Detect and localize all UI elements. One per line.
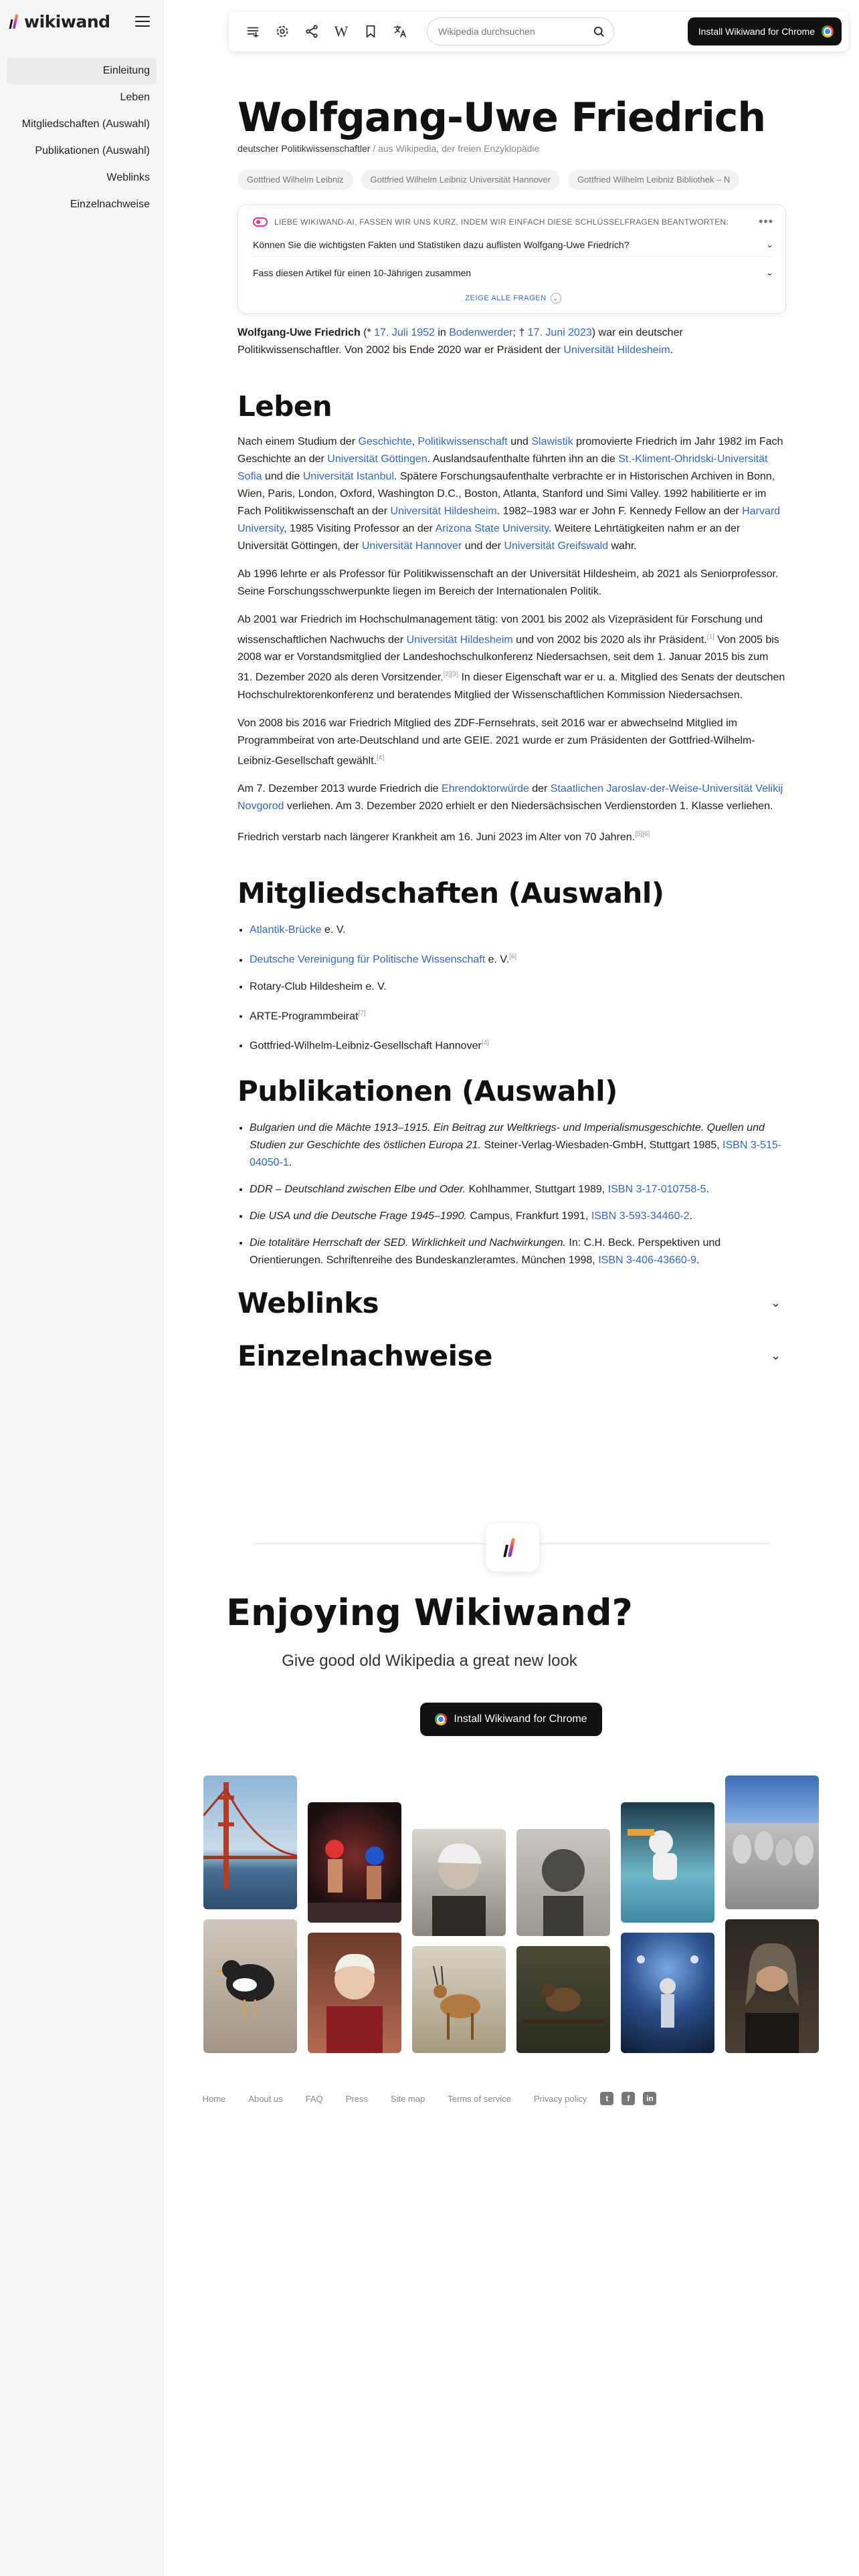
wikiwand-promo-icon: [486, 1523, 539, 1572]
lead-paragraph: [237, 324, 786, 359]
text: Von 2005 bis 2008 war er Vorstandsmitglied der Landeshochschulkonferenz Niedersachsen, seit dem 1. Januar 2015 bis zum 31. Dezember 2020 als deren Vorsitzender.: [237, 634, 779, 683]
link[interactable]: Universität Göttingen: [327, 453, 427, 465]
subtitle-source: / aus Wikipedia, der freien Enzyklopädie: [370, 143, 540, 154]
membership-list: [237, 922, 786, 1055]
related-chip[interactable]: Gottfried Wilhelm Leibniz: [237, 170, 353, 190]
link[interactable]: Bodenwerder: [449, 327, 513, 338]
text: . Auslandsaufenthalte führten ihn an die: [427, 453, 619, 465]
related-chip[interactable]: Gottfried Wilhelm Leibniz Universität Hannover: [361, 170, 561, 190]
wikipedia-icon[interactable]: [326, 17, 356, 46]
text: . Spätere Forschungsaufenthalte verbrachte er in Historischen Archiven in Bonn, Wien, Paris, London, Oxford, Washington D.C., Boston, Atlanta, Stanford und Simi Valley. 1992 habilitierte er im Fach Politikwissenschaft an der: [237, 471, 775, 517]
ai-toggle-icon: [253, 217, 268, 227]
text: verliehen. Am 3. Dezember 2020 erhielt er den Niedersächsischen Verdienstorden 1. Klasse verliehen.: [284, 800, 773, 812]
text: , 1985 Visiting Professor an der: [284, 523, 436, 534]
paragraph: Ab 1996 lehrte er als Professor für Politikwissenschaft an der Universität Hildesheim, ab 2021 als Seniorprofessor. Seine Forschungsschwerpunkte liegen im Bereich der Internationalen Politik.: [237, 568, 779, 597]
promo-install-button[interactable]: [420, 1703, 602, 1736]
link[interactable]: Deutsche Vereinigung für Politische Wissenschaft: [250, 954, 486, 966]
footer-link-privacy[interactable]: Privacy policy: [533, 2093, 587, 2104]
bronze-bust-image: [516, 1829, 610, 1936]
text: Ab 2001 war Friedrich im Hochschulmanagement tätig: von 2001 bis 2002 als Vizepräsident für Forschung und wissenschaftlichen Nachwuchs der: [237, 614, 763, 646]
link[interactable]: Universität Hannover: [361, 540, 462, 552]
text: e. V.: [321, 924, 346, 936]
pub-title: Die USA und die Deutsche Frage 1945–1990.: [250, 1210, 467, 1222]
promo-subtitle: Give good old Wikipedia a great new look: [282, 1652, 577, 1670]
footer-link-faq[interactable]: FAQ: [305, 2093, 323, 2104]
text: und die: [262, 471, 303, 482]
text: in: [434, 327, 450, 338]
twitter-icon[interactable]: t: [600, 2092, 613, 2105]
list-item: [250, 1181, 786, 1198]
golden-gate-bridge-image: [203, 1776, 297, 1909]
chevron-down-icon: ⌄: [770, 1296, 781, 1310]
einstein-portrait-image: [412, 1829, 506, 1936]
wikiwand-logo-icon[interactable]: [9, 13, 19, 30]
footnote-ref[interactable]: [4]: [377, 754, 385, 762]
page-subtitle: [237, 143, 786, 154]
list-item: [250, 948, 786, 968]
text: .: [288, 1157, 292, 1169]
list-item: [250, 1235, 786, 1269]
text: .: [706, 1184, 709, 1196]
text: (*: [360, 327, 375, 338]
wikiwand-logo-icon: [504, 1536, 516, 1559]
ai-header: [253, 215, 773, 229]
toc-item-leben[interactable]: Leben: [120, 92, 150, 103]
more-options-icon[interactable]: •••: [759, 215, 773, 228]
text-settings-icon[interactable]: [238, 17, 268, 46]
section-heading-leben: Leben: [237, 390, 332, 423]
isbn-link[interactable]: ISBN 3-515-04050-1: [250, 1140, 782, 1169]
link[interactable]: 17. Juni 2023: [527, 327, 592, 338]
list-item: • Rotary-Club Hildesheim e. V.: [250, 978, 786, 996]
ai-question-text: Können Sie die wichtigsten Fakten und Statistiken dazu auflisten Wolfgang-Uwe Friedrich?: [253, 239, 630, 250]
chevron-down-icon: ⌄: [770, 1349, 781, 1363]
list-item: [250, 1119, 786, 1172]
search-field[interactable]: [427, 17, 614, 45]
gear-icon[interactable]: [268, 17, 297, 46]
concert-image: [621, 1933, 714, 2053]
hamburger-menu-icon[interactable]: [135, 16, 150, 27]
footnote-ref[interactable]: [6]: [509, 953, 517, 961]
text: . 1982–1983 war er John F. Kennedy Fellow an der: [496, 506, 743, 517]
pub-title: Bulgarien und die Mächte 1913–1915. Ein Beitrag zur Weltkriegs- und Imperialismusgeschichte. Quellen und Studien zur Geschichte des östlichen Europa 21.: [250, 1122, 765, 1152]
facebook-icon[interactable]: f: [622, 2092, 635, 2105]
sidebar: [0, 0, 164, 2576]
related-chips: [237, 170, 794, 190]
toc-item-weblinks[interactable]: Weblinks: [106, 172, 150, 183]
table-of-contents: [0, 58, 163, 218]
paragraph: [237, 826, 786, 846]
list-item: [250, 1035, 786, 1055]
mozart-portrait-image: [308, 1933, 401, 2053]
translate-icon[interactable]: [385, 17, 415, 46]
text: und der: [462, 540, 504, 552]
text: ) war ein deutscher Politikwissenschaftler. Von 2002 bis Ende 2020 war er Präsident der: [237, 327, 683, 356]
brand-name[interactable]: wikiwand: [24, 11, 110, 31]
text: e. V.: [485, 954, 510, 966]
list-item: [250, 1005, 786, 1025]
link[interactable]: Universität Hildesheim: [390, 506, 497, 517]
link[interactable]: Slawistik: [531, 436, 573, 447]
link[interactable]: Universität Hildesheim: [563, 344, 670, 356]
bookmark-icon[interactable]: [356, 17, 385, 46]
section-einzelnachweise[interactable]: [237, 1339, 786, 1372]
text: Kohlhammer, Stuttgart 1989,: [466, 1184, 608, 1196]
link[interactable]: Universität Hildesheim: [406, 634, 513, 646]
toc-item-einleitung[interactable]: Einleitung: [7, 58, 157, 84]
pub-title: Die totalitäre Herrschaft der SED. Wirklichkeit und Nachwirkungen.: [250, 1237, 566, 1249]
install-chrome-button[interactable]: [688, 17, 842, 45]
text: Steiner-Verlag-Wiesbaden-GmbH, Stuttgart 1985,: [480, 1140, 723, 1152]
text: In dieser Eigenschaft war er u. a. Mitglied des Senats der deutschen Hochschulrektorenkonferenz und beratendes Mitglied der Wissenschaftlichen Kommission Niedersachsen.: [237, 671, 785, 701]
footer-link-terms[interactable]: Terms of service: [448, 2093, 511, 2104]
ai-questions-box: [237, 205, 786, 314]
footer-link-sitemap[interactable]: Site map: [390, 2093, 425, 2104]
social-links: [600, 2092, 656, 2105]
link[interactable]: St.-Kliment-Ohridski-Universität Sofia: [237, 453, 768, 482]
link[interactable]: Geschichte: [358, 436, 412, 447]
paragraph: [237, 715, 786, 770]
mount-rushmore-image: [725, 1776, 819, 1909]
paragraph: [237, 433, 786, 555]
link[interactable]: Universität Greifswald: [504, 540, 609, 552]
text: .: [689, 1210, 693, 1222]
link[interactable]: Politikwissenschaft: [417, 436, 508, 447]
link[interactable]: Harvard University: [237, 506, 781, 534]
text: wahr.: [608, 540, 637, 552]
related-chip[interactable]: Gottfried Wilhelm Leibniz Bibliothek – N: [568, 170, 739, 190]
link[interactable]: 17. Juli 1952: [374, 327, 435, 338]
text: ARTE-Programmbeirat: [250, 1010, 359, 1022]
footnote-ref[interactable]: [7]: [358, 1009, 366, 1017]
wikipedia-label: W: [334, 23, 349, 39]
chevron-down-icon: ⌄: [766, 267, 773, 278]
text: promovierte Friedrich im Jahr 1982 im Fach Geschichte an der: [237, 436, 783, 465]
chrome-logo-icon: [435, 1713, 447, 1725]
footnote-ref[interactable]: [2][3]: [443, 671, 458, 679]
text: ; †: [512, 327, 528, 338]
share-icon[interactable]: [297, 17, 326, 46]
bird-on-branch-image: [516, 1946, 610, 2053]
footer-link-about[interactable]: About us: [248, 2093, 283, 2104]
chrome-logo-icon: [822, 25, 834, 37]
text: und: [507, 436, 532, 447]
toc-item-einzelnachweise[interactable]: Einzelnachweise: [70, 199, 150, 210]
toc-item-mitgliedschaften[interactable]: Mitgliedschaften (Auswahl): [21, 118, 150, 130]
gazelle-image: [412, 1946, 506, 2053]
newton-portrait-image: [725, 1919, 819, 2053]
article: [237, 94, 786, 1372]
text: . Weitere Lehrtätigkeiten nahm er an der Universität Göttingen, der: [237, 523, 741, 552]
text: .: [696, 1255, 700, 1267]
install-button-label: Install Wikiwand for Chrome: [698, 26, 815, 37]
link[interactable]: Staatlichen Jaroslav-der-Weise-Universität Velikij Novgorod: [237, 782, 783, 812]
text: Campus, Frankfurt 1991,: [466, 1210, 591, 1222]
chevron-down-icon: ⌄: [766, 239, 773, 249]
ai-question-text: Fass diesen Artikel für einen 10-Jährigen zusammen: [253, 267, 472, 278]
promo-button-label: Install Wikiwand for Chrome: [454, 1713, 587, 1725]
isbn-link[interactable]: ISBN 3-406-43660-9: [598, 1255, 696, 1267]
link[interactable]: Arizona State University: [435, 523, 549, 534]
isbn-link[interactable]: ISBN 3-17-010758-5: [607, 1184, 706, 1196]
text: .: [670, 344, 674, 356]
footer: [0, 2092, 859, 2105]
text: ,: [411, 436, 418, 447]
ai-question[interactable]: [253, 233, 773, 257]
promo-title: Enjoying Wikiwand?: [226, 1592, 633, 1634]
lead-name: Wolfgang-Uwe Friedrich: [237, 327, 361, 338]
text: Von 2008 bis 2016 war Friedrich Mitglied des ZDF-Fernsehrats, seit 2016 war er abwechselnd Mitglied im Programmbeirat von arte-Deutschland und arte GEIE. 2021 wurde er zum Präsidenten der Gottfried-Wilhelm-Leibniz-Gesellschaft gewählt.: [237, 717, 755, 766]
footer-link-press[interactable]: Press: [345, 2093, 368, 2104]
paragraph: [237, 780, 786, 815]
ai-header-text: LIEBE WIKIWAND-AI, FASSEN WIR UNS KURZ, INDEM WIR EINFACH DIESE SCHLÜSSELFRAGEN BEANTWORTEN:: [274, 217, 729, 227]
text: Friedrich verstarb nach längerer Krankheit am 16. Juni 2023 im Alter von 70 Jahren.: [237, 831, 636, 843]
link[interactable]: Atlantik-Brücke: [250, 924, 322, 936]
logo-row: [0, 0, 163, 43]
section-heading-publikationen: Publikationen (Auswahl): [237, 1075, 617, 1108]
list-item: [250, 1208, 786, 1225]
boxing-match-image: [308, 1802, 401, 1923]
search-icon[interactable]: [592, 25, 605, 38]
footnote-ref[interactable]: [1]: [706, 633, 714, 641]
text: Am 7. Dezember 2013 wurde Friedrich die: [237, 782, 442, 794]
isbn-link[interactable]: ISBN 3-593-34460-2: [591, 1210, 690, 1222]
publication-list: [237, 1119, 786, 1269]
page-title: Wolfgang-Uwe Friedrich: [237, 94, 766, 141]
section-heading-einzelnachweise: Einzelnachweise: [237, 1339, 493, 1373]
pub-title: DDR – Deutschland zwischen Elbe und Oder.: [250, 1184, 466, 1196]
text: und von 2002 bis 2020 als ihr Präsident.: [512, 634, 707, 646]
subtitle-description: deutscher Politikwissenschaftler: [237, 143, 371, 154]
footnote-ref[interactable]: [5][6]: [635, 830, 650, 838]
link[interactable]: Ehrendoktorwürde: [442, 782, 529, 794]
ai-question[interactable]: [253, 261, 773, 285]
link[interactable]: Universität Istanbul: [302, 471, 394, 482]
text: der: [529, 782, 551, 794]
paragraph: [237, 611, 786, 704]
section-weblinks[interactable]: [237, 1287, 786, 1319]
text: Nach einem Studium der: [237, 436, 359, 447]
section-heading-mitgliedschaften: Mitgliedschaften (Auswahl): [237, 877, 664, 910]
search-input[interactable]: [438, 26, 592, 37]
text: In: C.H. Beck. Perspektiven und Orientierungen. Schriftenreihe des Bundeskanzleramtes. München 1998,: [250, 1237, 721, 1267]
show-all-questions-button[interactable]: [253, 293, 773, 304]
chevron-down-icon: ⌄: [551, 293, 561, 304]
footnote-ref[interactable]: [4]: [481, 1039, 489, 1047]
section-heading-weblinks: Weblinks: [237, 1287, 379, 1320]
top-toolbar: [229, 11, 848, 51]
text: Gottfried-Wilhelm-Leibniz-Gesellschaft Hannover: [250, 1040, 482, 1052]
toc-item-publikationen[interactable]: Publikationen (Auswahl): [35, 145, 150, 156]
astronaut-image: [621, 1802, 714, 1923]
blackbird-image: [203, 1919, 297, 2053]
footer-link-home[interactable]: Home: [202, 2093, 226, 2104]
list-item: [250, 922, 786, 939]
show-all-questions-label: ZEIGE ALLE FRAGEN: [465, 294, 547, 302]
linkedin-icon[interactable]: in: [643, 2092, 656, 2105]
